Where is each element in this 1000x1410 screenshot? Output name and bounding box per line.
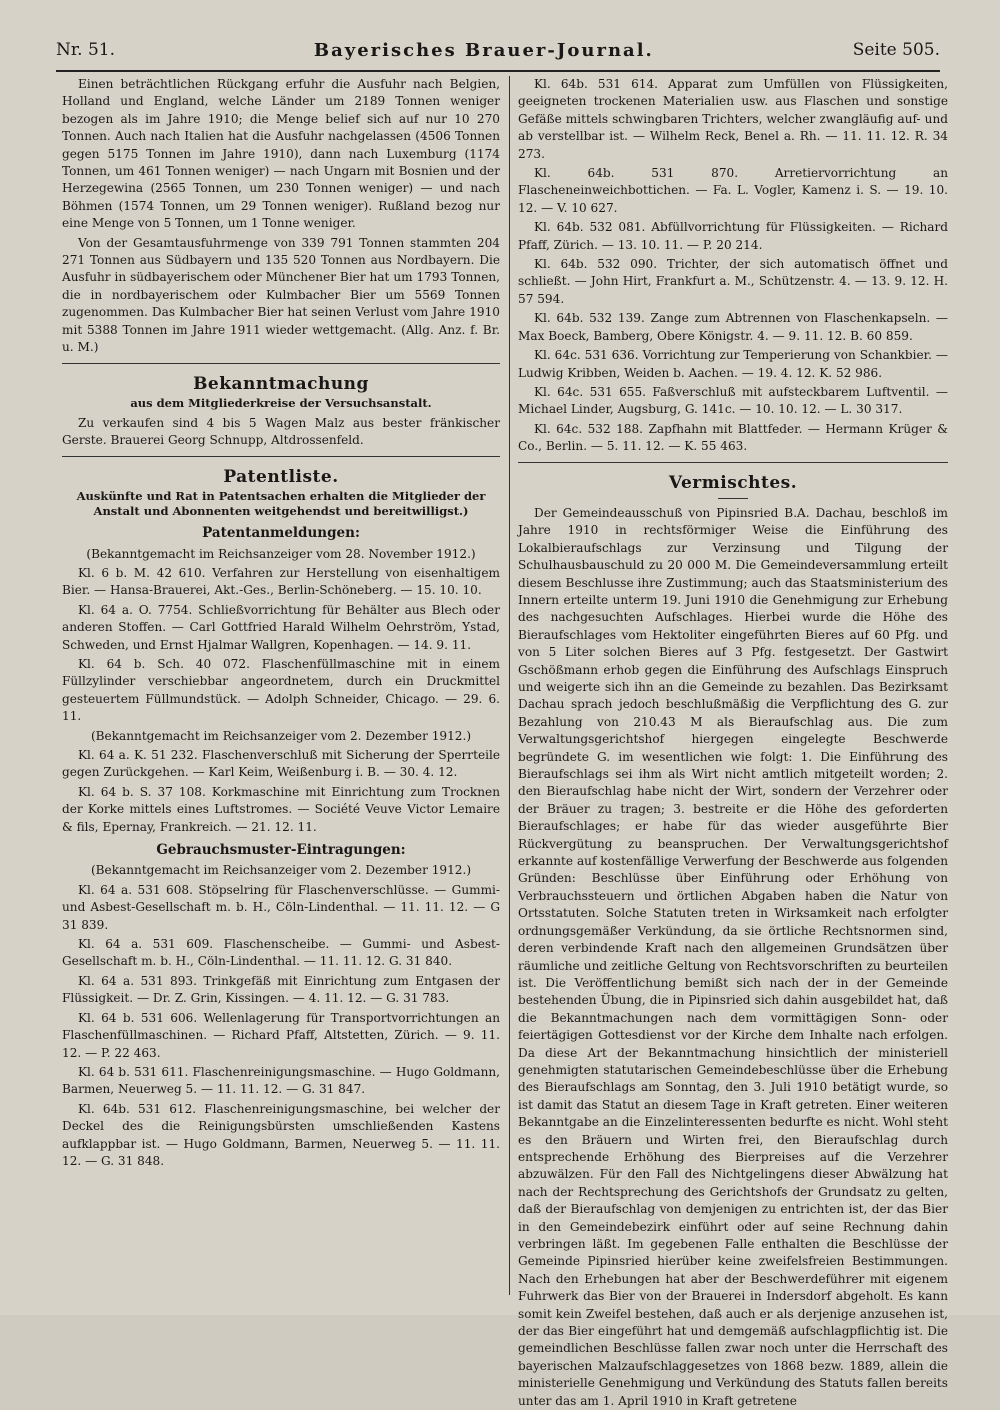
bekanntgemacht-note: (Bekanntgemacht im Reichsanzeiger vom 28. November 1912.): [86, 546, 476, 561]
patentliste-subtitle: Auskünfte und Rat in Patentsachen erhalten die Mitglieder der Anstalt und Abonnenten weitgehendst und bereitwilligst.): [76, 489, 486, 519]
gebrauchsmuster-entry: Kl. 64b. 532 139. Zange zum Abtrennen von Flaschenkapseln. — Max Boeck, Bamberg, Obere Königstr. 4. — 9. 11. 12. B. 60 859.: [518, 311, 948, 343]
journal-title: Bayerisches Brauer-Journal.: [313, 39, 654, 61]
patentanmeldungen-heading: Patentanmeldungen:: [202, 525, 360, 542]
section-rule: [62, 456, 500, 457]
bekanntgemacht-note: (Bekanntgemacht im Reichsanzeiger vom 2. Dezember 1912.): [90, 863, 472, 878]
right-column: [518, 76, 948, 1408]
page-header: [56, 30, 940, 70]
patent-entry: Kl. 64 a. O. 7754. Schließvorrichtung für Behälter aus Blech oder anderen Stoffen. — Carl Gottfried Harald Wilhelm Oehrström, Ystad, Schweden, und Ernst Hjalmar Wallgren, Kopenhagen. — 14. 9. 11.: [62, 602, 500, 652]
gebrauchsmuster-entry: Kl. 64c. 531 636. Vorrichtung zur Temperierung von Schankbier. — Ludwig Kribben, Weiden b. Aachen. — 19. 4. 12. K. 52 986.: [518, 348, 948, 380]
gebrauchsmuster-entry: Kl. 64 b. 531 606. Wellenlagerung für Transportvorrichtungen an Flaschenfüllmaschinen. — Richard Pfaff, Altstetten, Zürich. — 9. 11. 12. — P. 22 463.: [62, 1010, 500, 1060]
page-number: Seite 505.: [852, 40, 940, 60]
intro-paragraph-1: Einen beträchtlichen Rückgang erfuhr die Ausfuhr nach Belgien, Holland und England, welche Länder um 2189 Tonnen weniger bezogen als im Jahre 1910; die Menge belief sich auf nur 10 270 Tonnen. Auch nach Italien hat die Ausfuhr nachgelassen (4506 Tonnen gegen 5175 Tonnen im Jahre 1910), dann nach Luxemburg (1174 Tonnen, um 461 Tonnen weniger) — nach Ungarn mit Bosnien und der Herzegewina (2565 Tonnen, um 230 Tonnen weniger) — und nach Böhmen (1574 Tonnen, um 29 Tonnen weniger). Rußland bezog nur eine Menge von 5 Tonnen, um 1 Tonne weniger.: [62, 77, 500, 231]
left-column: [62, 76, 500, 1295]
gebrauchsmuster-entry: Kl. 64b. 532 081. Abfüllvorrichtung für Flüssigkeiten. — Richard Pfaff, Zürich. — 13. 10. 11. — P. 20 214.: [518, 220, 948, 252]
patentliste-title: Patentliste.: [223, 466, 339, 487]
bekanntgemacht-note: (Bekanntgemacht im Reichsanzeiger vom 2. Dezember 1912.): [90, 728, 472, 743]
intro-paragraph-2: Von der Gesamtausfuhrmenge von 339 791 Tonnen stammten 204 271 Tonnen aus Südbayern und 135 520 Tonnen aus Nordbayern. Die Ausfuhr in südbayerischem oder Münchener Bier hat um 1793 Tonnen, die in nordbayerischem oder Kulmbacher Bier um 5569 Tonnen zugenommen. Das Kulmbacher Bier hat seinen Verlust vom Jahre 1910 mit 5388 Tonnen im Jahre 1911 wieder wettgemacht. (Allg. Anz. f. Br. u. M.): [62, 235, 500, 355]
gebrauchsmuster-entry: Kl. 64b. 531 614. Apparat zum Umfüllen von Flüssigkeiten, geeigneten trockenen Materialien usw. aus Flaschen und sonstige Gefäße mittels schwingbaren Trichters, welcher zwangläufig auf- und ab verstellbar ist. — Wilhelm Reck, Benel a. Rh. — 11. 11. 12. R. 34 273.: [518, 77, 948, 161]
bekanntmachung-text: Zu verkaufen sind 4 bis 5 Wagen Malz aus bester fränkischer Gerste. Brauerei Georg Schnupp, Altdrossenfeld.: [62, 415, 500, 448]
gebrauchsmuster-entry: Kl. 64 a. 531 608. Stöpselring für Flaschenverschlüsse. — Gummi- und Asbest-Gesellschaft m. b. H., Cöln-Lindenthal. — 11. 11. 12. — G 31 839.: [62, 882, 500, 932]
gebrauchsmuster-entry: Kl. 64c. 531 655. Faßverschluß mit aufsteckbarem Luftventil. — Michael Linder, Augsburg, G. 141c. — 10. 10. 12. — L. 30 317.: [518, 384, 948, 417]
gebrauchsmuster-entry: Kl. 64 a. 531 609. Flaschenscheibe. — Gummi- und Asbest-Gesellschaft m. b. H., Cöln-Lindenthal. — 11. 11. 12. G. 31 840.: [62, 937, 500, 969]
gebrauchsmuster-heading: Gebrauchsmuster-Eintragungen:: [156, 842, 406, 859]
bekanntmachung-title: Bekanntmachung: [193, 373, 369, 394]
patent-entry: Kl. 64 a. K. 51 232. Flaschenverschluß mit Sicherung der Sperrteile gegen Zurückgehen. — Karl Keim, Weißenburg i. B. — 30. 4. 12.: [62, 748, 500, 780]
gebrauchsmuster-entry: Kl. 64b. 531 870. Arretiervorrichtung an Flascheneinweichbottichen. — Fa. L. Vogler, Kamenz i. S. — 19. 10. 12. — V. 10 627.: [518, 166, 948, 215]
gebrauchsmuster-entry: Kl. 64 a. 531 893. Trinkgefäß mit Einrichtung zum Entgasen der Flüssigkeit. — Dr. Z. Grin, Kissingen. — 4. 11. 12. — G. 31 783.: [62, 973, 500, 1006]
patent-entry: Kl. 6 b. M. 42 610. Verfahren zur Herstellung von eisenhaltigem Bier. — Hansa-Brauerei, Akt.-Ges., Berlin-Schöneberg. — 15. 10. 10.: [62, 565, 500, 598]
vermischtes-text: Der Gemeindeausschuß von Pipinsried B.A. Dachau, beschloß im Jahre 1910 in rechtsförmiger Weise die Einführung des Lokalbieraufschlags zur Verzinsung und Tilgung der Schulhausbauschuld zu 20 000 M. Die Gemeindeversammlung erteilt diesem Beschlusse ihre Zustimmung; auch das Staatsministerium des Innern erteilte unterm 19. Juni 1910 die Genehmigung zur Erhebung des nachgesuchten Aufschlages. Hierbei wurde die Höhe des Bieraufschlages vom Hektoliter eingeführten Bieres auf 60 Pfg. und von 5 Liter solchen Bieres auf 3 Pfg. festgesetzt. Der Gastwirt Gschößmann erhob gegen die Einführung des Aufschlags Einspruch und weigerte sich ihn an die Gemeinde zu bezahlen. Das Bezirksamt Dachau sprach jedoch beschlußmäßig die Verpflichtung des G. zur Bezahlung von 210.43 M als Bieraufschlag aus. Die zum Verwaltungsgerichtshof hiergegen eingelegte Beschwerde begründete G. im wesentlichen wie folgt: 1. Die Einführung des Bieraufschlags sei ihm als Wirt nicht amtlich mitgeteilt worden; 2. den Bieraufschlag habe nicht der Wirt, sondern der Verzehrer oder der Bräuer zu tragen; 3. bestreite er die Höhe des geforderten Bieraufschlages; er habe für das wieder ausgeführte Bier Rückvergütung zu beanspruchen. Der Verwaltungsgerichtshof erkannte auf kostenfällige Verwerfung der Beschwerde aus folgenden Gründen: Beschlüsse über Einführung oder Erhöhung von Verbrauchssteuern und örtlichen Abgaben haben die Natur von Ortsstatuten. Solche Statuten treten in Wirksamkeit nach erfolgter ordnungsgemäßer Verkündung, da sie örtliche Rechtsnormen sind, deren verbindende Kraft nach den allgemeinen Grundsätzen über räumliche und zeitliche Geltung von Rechtsvorschriften zu beurteilen ist. Die Veröffentlichung bemißt sich nach der in der Gemeinde bestehenden Übung, die in Pipinsried sich dahin ausgebildet hat, daß die Bekanntmachungen nach dem vormittägigen Sonn- oder feiertägigen Gottesdienst vor der Kirche dem Inhalte nach erfolgen. Da diese Art der Bekanntmachung hinsichtlich der ministeriell genehmigten statutarischen Gemeindebeschlüsse über die Erhebung des Bieraufschlags am Sonntag, den 3. Juli 1910 betätigt wurde, so ist damit das Statut an diesem Tage in Kraft getreten. Einer weiteren Bekanntgabe an die Einzelinteressenten bedurfte es nicht. Wohl steht es den Bräuern und Wirten frei, den Bieraufschlag durch entsprechende Erhöhung des Bierpreises auf die Verzehrer abzuwälzen. Für den Fall des Nichtgelingens dieser Abwälzung hat nach der Rechtsprechung des Gerichtshofs der Grundsatz zu gelten, daß der Bieraufschlag von demjenigen zu entrichten ist, der das Bier in den Gemeindebezirk einführt oder auf seine Rechnung dahin verbringen läßt. Im gegebenen Falle enthalten die Beschlüsse der Gemeinde Pipinsried hierüber keine zweifelsfreien Bestimmungen. Nach den Erhebungen hat aber der Beschwerdeführer mit eigenem Fuhrwerk das Bier von der Brauerei in Indersdorf abgeholt. Es kann somit kein Zweifel bestehen, daß auch er als derjenige anzusehen ist, der das Bier eingeführt hat und demgemäß aufschlagpflichtig ist. Die gemeindlichen Beschlüsse fallen zwar noch unter die Herrschaft des bayerischen Malzaufschlaggesetzes von 1868 bezw. 1889, allein die ministerielle Genehmigung und Verkündung des Statuts fallen bereits unter das am 1. April 1910 in Kraft getretene: [518, 505, 948, 1408]
gebrauchsmuster-entry: Kl. 64c. 532 188. Zapfhahn mit Blattfeder. — Hermann Krüger & Co., Berlin. — 5. 11. 12. — K. 55 463.: [518, 421, 948, 454]
gebrauchsmuster-entry: Kl. 64b. 531 612. Flaschenreinigungsmaschine, bei welcher der Deckel des die Reinigungsbürsten umschließenden Kastens aufklappbar ist. — Hugo Goldmann, Barmen, Neuerweg 5. — 11. 11. 12. — G. 31 848.: [62, 1101, 500, 1168]
gebrauchsmuster-entry: Kl. 64 b. 531 611. Flaschenreinigungsmaschine. — Hugo Goldmann, Barmen, Neuerweg 5. — 11. 11. 12. — G. 31 847.: [62, 1064, 500, 1097]
vermischtes-title: Vermischtes.: [668, 472, 798, 493]
header-rule: [56, 70, 940, 72]
gebrauchsmuster-entry: Kl. 64b. 532 090. Trichter, der sich automatisch öffnet und schließt. — John Hirt, Frankfurt a. M., Schützenstr. 4. — 13. 9. 12. H. 57 594.: [518, 257, 948, 306]
section-rule: [62, 363, 500, 364]
column-divider: [509, 76, 510, 1295]
title-rule: [718, 498, 748, 499]
bekanntmachung-subtitle: aus dem Mitgliederkreise der Versuchsanstalt.: [130, 395, 432, 410]
section-rule: [518, 462, 948, 463]
patent-entry: Kl. 64 b. S. 37 108. Korkmaschine mit Einrichtung zum Trocknen der Korke mittels eines Luftstromes. — Société Veuve Victor Lemaire & fils, Epernay, Frankreich. — 21. 12. 11.: [62, 784, 500, 834]
patent-entry: Kl. 64 b. Sch. 40 072. Flaschenfüllmaschine mit in einem Füllzylinder verschiebbar angeordnetem, durch ein Druckmittel gesteuertem Füllmundstück. — Adolph Schneider, Chicago. — 29. 6. 11.: [62, 656, 500, 724]
issue-number: Nr. 51.: [56, 40, 115, 60]
